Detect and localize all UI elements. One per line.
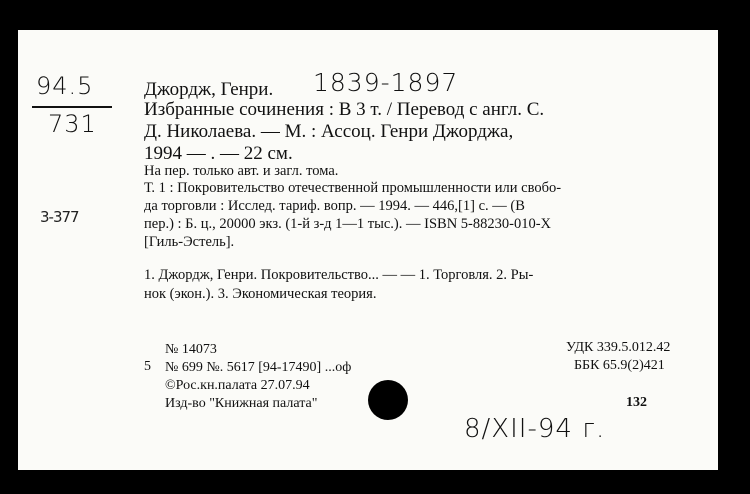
note-line-5: [Гиль-Эстель]. xyxy=(144,234,235,250)
punch-hole xyxy=(368,380,408,420)
catalog-card xyxy=(18,30,718,470)
footer-order-line: № 699 №. 5617 [94-17490] ...оф xyxy=(165,360,352,375)
tracing-line-1: 1. Джордж, Генри. Покровительство... — — 1. Торговля. 2. Ры- xyxy=(144,267,534,283)
note-line-3: да торговли : Исслед. тариф. вопр. — 1994. — 446,[1] с. — (В xyxy=(144,198,525,214)
call-number-top: 94.5 xyxy=(36,72,94,100)
title-line-3: 1994 — . — 22 см. xyxy=(144,143,293,164)
note-line-2: Т. 1 : Покровительство отечественной промышленности или свобо- xyxy=(144,180,562,196)
author-dates: 1839-1897 xyxy=(313,68,459,97)
author-name: Джордж, Генри. xyxy=(144,79,274,100)
side-mark: 3-377 xyxy=(40,208,79,226)
note-line-1: На пер. только авт. и загл. тома. xyxy=(144,163,339,179)
tracing-line-2: нок (экон.). 3. Экономическая теория. xyxy=(144,286,377,302)
footer-prefix: 5 xyxy=(144,359,151,374)
bbk-code: ББК 65.9(2)421 xyxy=(574,358,665,373)
title-line-2: Д. Николаева. — М. : Ассоц. Генри Джорджа, xyxy=(144,121,514,142)
footer-copyright: ©Рос.кн.палата 27.07.94 xyxy=(165,378,310,393)
footer-publisher: Изд-во "Книжная палата" xyxy=(165,396,318,411)
call-number-divider xyxy=(32,106,112,108)
title-line-1: Избранные сочинения : В 3 т. / Перевод с англ. С. xyxy=(144,99,545,120)
footer-record-no: № 14073 xyxy=(165,342,217,357)
handwritten-date: 8/XII-94 г. xyxy=(464,414,606,444)
note-line-4: пер.) : Б. ц., 20000 экз. (1-й з-д 1—1 тыс.). — ISBN 5-88230-010-X xyxy=(144,216,552,232)
call-number-bottom: 731 xyxy=(48,110,97,138)
stamp-number: 132 xyxy=(626,395,647,410)
udk-code: УДК 339.5.012.42 xyxy=(566,340,671,355)
